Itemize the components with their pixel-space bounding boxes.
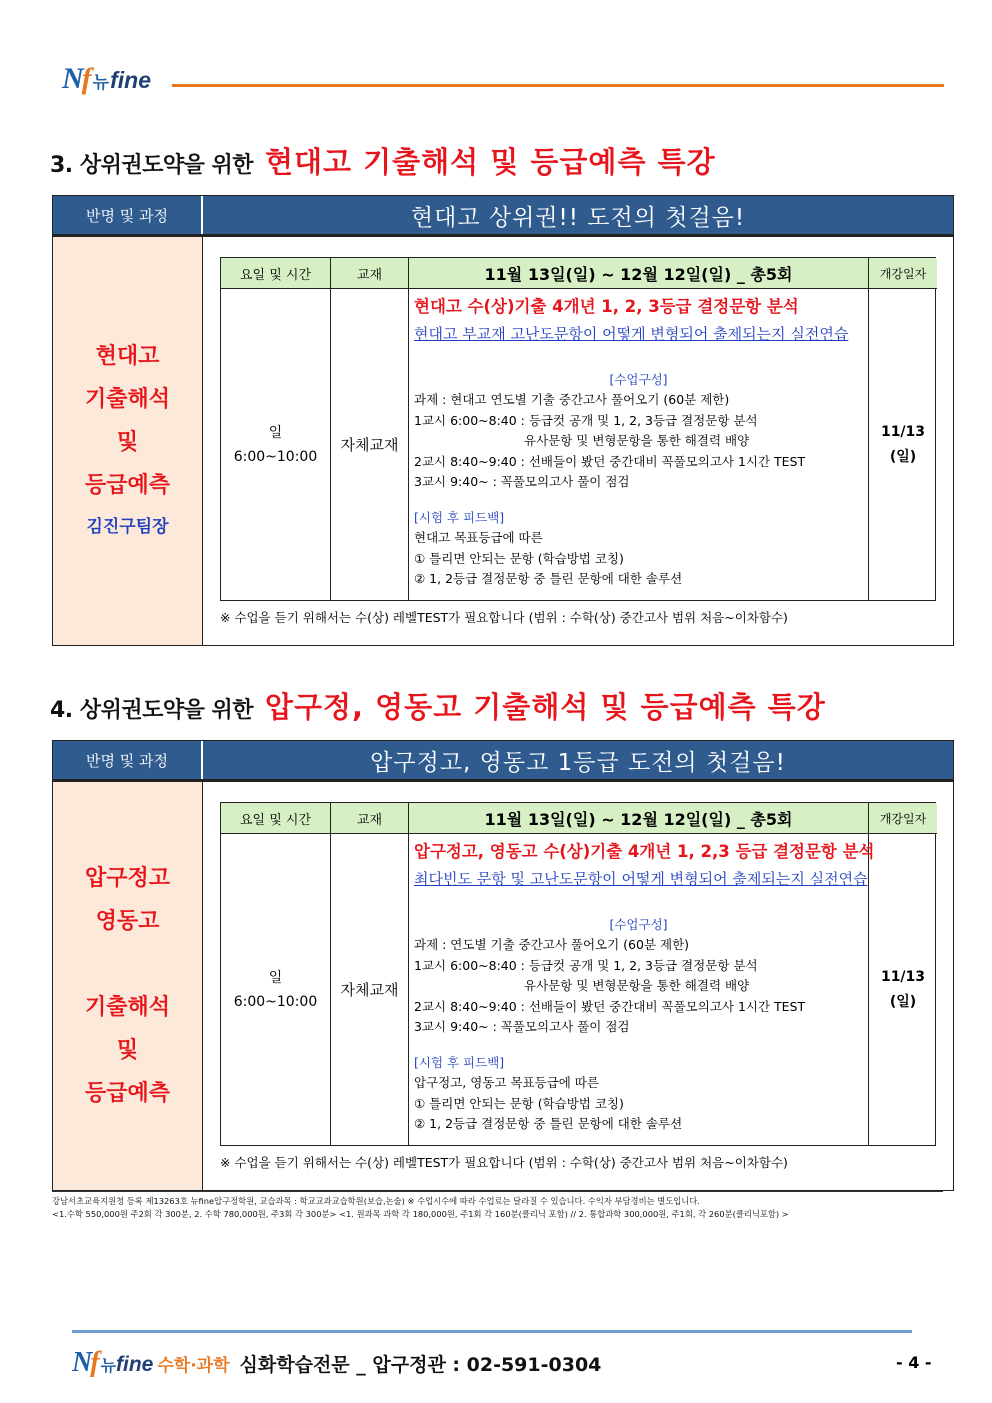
col-header-open: 개강일자 <box>869 258 937 289</box>
logo-nyu: 뉴 <box>92 73 110 93</box>
class2-line: 2교시 8:40~9:40 : 선배들이 봤던 중간대비 꼭풀모의고사 1시간 TEST <box>414 998 806 1014</box>
col-header-day: 요일 및 시간 <box>221 258 331 289</box>
cell-day-time <box>221 834 331 1145</box>
section-3-title <box>50 140 716 181</box>
cell-time: 6:00~10:00 <box>233 993 318 1010</box>
cell-description <box>409 289 869 600</box>
class-label-header: 반명 및 과정 <box>53 196 203 234</box>
cell-day: 일 <box>268 424 283 441</box>
cell-day: 일 <box>268 969 283 986</box>
class-name-line: 압구정고 <box>84 866 170 891</box>
desc-headline: 압구정고, 영동고 수(상)기출 4개년 1, 2,3 등급 결정문항 분석 <box>414 842 875 861</box>
task-line: 과제 : 연도별 기출 중간고사 풀어오기 (60분 제한) <box>414 937 690 952</box>
class-label-header: 반명 및 과정 <box>53 741 203 779</box>
col-header-day: 요일 및 시간 <box>221 803 331 834</box>
section-title-highlight: 현대고 기출해석 및 등급예측 특강 <box>265 145 716 179</box>
col-header-book: 교재 <box>331 258 409 289</box>
section-4-table <box>52 740 954 1191</box>
compose-title: [수업구성] <box>609 372 668 387</box>
section-4-title <box>50 685 826 726</box>
class-name-line: 현대고 <box>95 344 160 369</box>
col-header-book: 교재 <box>331 803 409 834</box>
section-3-table <box>52 195 954 646</box>
class-name-line: 기출해석 <box>84 387 170 412</box>
section-title-prefix: 4. 상위권도약을 위한 <box>50 698 253 723</box>
header-rule <box>172 84 944 87</box>
footer-logo-nyu: 뉴 <box>100 1356 117 1375</box>
cell-description <box>409 834 875 1145</box>
open-day: (일) <box>889 448 917 465</box>
teacher-name: 김진구팀장 <box>86 517 169 537</box>
class-name-line: 등급예측 <box>84 473 170 498</box>
feedback-title: [시험 후 피드백] <box>414 509 505 525</box>
col-header-open: 개강일자 <box>869 803 937 834</box>
feedback-line: ② 1, 2등급 결정문항 중 틀린 문항에 대한 솔루션 <box>414 1116 683 1132</box>
fine-print <box>52 1195 789 1221</box>
header-logo <box>62 62 151 96</box>
desc-subheadline: 현대고 부교재 고난도문항이 어떻게 변형되어 출제되는지 실전연습 <box>414 325 849 343</box>
open-date: 11/13 <box>880 968 926 985</box>
fine-print-line: 강남서초교육지원청 등록 제13263호 뉴fine압구정학원, 교습과목 : 학교교과교습학원(보습,논술) ※ 수업시수에 따라 수업료는 달라질 수 있습니다. 수익자 부담경비는 별도입니다. <box>52 1196 700 1206</box>
footer-tagline: 심화학습전문 _ 압구정관 : 02-591-0304 <box>239 1354 602 1376</box>
class-name-line: 및 <box>116 430 139 455</box>
logo-mark: Nf <box>62 62 90 95</box>
footer-rule <box>72 1330 912 1333</box>
desc-headline: 현대고 수(상)기출 4개년 1, 2, 3등급 결정문항 분석 <box>414 297 799 316</box>
section-title-highlight: 압구정, 영동고 기출해석 및 등급예측 특강 <box>265 690 826 724</box>
cell-open-date <box>869 289 937 600</box>
level-test-note: ※ 수업을 듣기 위해서는 수(상) 레벨TEST가 필요합니다 (범위 : 수학(상) 중간고사 범위 처음~이차함수) <box>220 610 788 625</box>
cell-time: 6:00~10:00 <box>233 448 318 465</box>
schedule-table <box>220 802 936 1146</box>
cell-open-date <box>869 834 937 1145</box>
class1-line: 1교시 6:00~8:40 : 등급컷 공개 및 1, 2, 3등급 결정문항 분석 <box>414 957 758 973</box>
footer-subjects: 수학·과학 <box>157 1356 230 1376</box>
class-name-pane <box>53 782 203 1190</box>
feedback-line: ① 틀리면 안되는 문항 (학습방법 코칭) <box>414 1095 624 1111</box>
class-slogan-header: 현대고 상위권!! 도전의 첫걸음! <box>203 196 953 234</box>
class-name-pane <box>53 237 203 645</box>
class-slogan-header: 압구정고, 영동고 1등급 도전의 첫걸음! <box>203 741 953 779</box>
class1-sub-line: 유사문항 및 변형문항을 통한 해결력 배양 <box>524 433 750 449</box>
level-test-note: ※ 수업을 듣기 위해서는 수(상) 레벨TEST가 필요합니다 (범위 : 수학(상) 중간고사 범위 처음~이차함수) <box>220 1155 788 1170</box>
logo-fine: fine <box>110 67 151 93</box>
col-header-date-range: 11월 13일(일) ~ 12월 12일(일) _ 총5회 <box>409 258 869 289</box>
feedback-line: ② 1, 2등급 결정문항 중 틀린 문항에 대한 솔루션 <box>414 571 683 587</box>
class1-line: 1교시 6:00~8:40 : 등급컷 공개 및 1, 2, 3등급 결정문항 분석 <box>414 412 758 428</box>
page-number: - 4 - <box>896 1353 932 1372</box>
cell-book: 자체교재 <box>331 834 409 1145</box>
class-name-line: 등급예측 <box>84 1081 170 1106</box>
fine-print-rule <box>52 1191 943 1192</box>
cell-day-time <box>221 289 331 600</box>
feedback-line: 압구정고, 영동고 목표등급에 따른 <box>414 1074 599 1090</box>
compose-title: [수업구성] <box>609 917 668 932</box>
feedback-line: ① 틀리면 안되는 문항 (학습방법 코칭) <box>414 550 624 566</box>
open-day: (일) <box>889 993 917 1010</box>
fine-print-line: <1.수학 550,000원 주2회 각 300분, 2. 수학 780,000원, 주3회 각 300분> <1. 원과목 과학 각 180,000원, 주1회 각 160분(클리닉 포함) // 2. 통합과학 300,000원, 주1회, 각 260분(클리닉포함) > <box>52 1209 789 1219</box>
class-name-line: 및 <box>116 1038 139 1063</box>
class-name-line: 영동고 <box>95 909 160 934</box>
section-title-prefix: 3. 상위권도약을 위한 <box>50 153 253 178</box>
class2-line: 2교시 8:40~9:40 : 선배들이 봤던 중간대비 꼭풀모의고사 1시간 TEST <box>414 453 806 469</box>
cell-book: 자체교재 <box>331 289 409 600</box>
class1-sub-line: 유사문항 및 변형문항을 통한 해결력 배양 <box>524 978 750 994</box>
desc-subheadline: 최다빈도 문항 및 고난도문항이 어떻게 변형되어 출제되는지 실전연습 <box>414 870 868 888</box>
class3-line: 3교시 9:40~ : 꼭풀모의고사 풀이 점검 <box>414 1019 630 1035</box>
schedule-table <box>220 257 936 601</box>
feedback-line: 현대고 목표등급에 따른 <box>414 529 543 545</box>
class3-line: 3교시 9:40~ : 꼭풀모의고사 풀이 점검 <box>414 474 630 490</box>
feedback-title: [시험 후 피드백] <box>414 1054 505 1070</box>
footer-logo-fine: fine <box>116 1353 154 1376</box>
col-header-date-range: 11월 13일(일) ~ 12월 12일(일) _ 총5회 <box>409 803 869 834</box>
open-date: 11/13 <box>880 423 926 440</box>
footer-brand <box>72 1347 601 1379</box>
class-name-line: 기출해석 <box>84 995 170 1020</box>
footer-logo-mark: Nf <box>72 1347 98 1378</box>
task-line: 과제 : 현대고 연도별 기출 중간고사 풀어오기 (60분 제한) <box>414 392 730 407</box>
